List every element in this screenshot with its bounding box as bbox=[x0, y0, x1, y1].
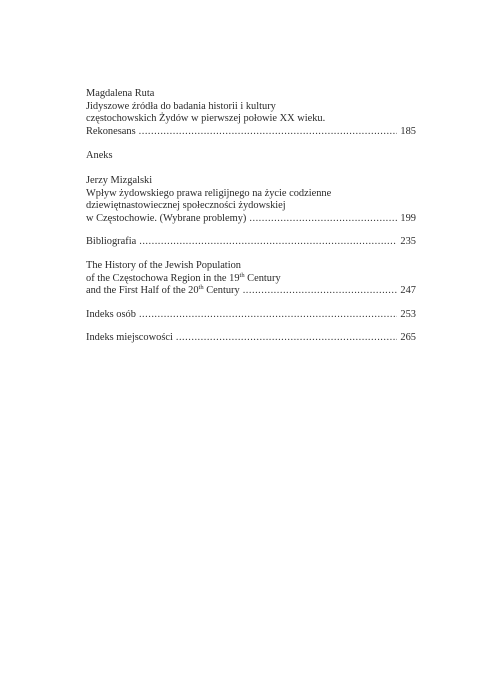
toc-entry-indeks-osob bbox=[86, 309, 416, 322]
entry-title-line bbox=[86, 285, 240, 298]
entry-title-line: w Częstochowie. (Wybrane problemy) bbox=[86, 212, 247, 224]
entry-title-line: Jidyszowe źródła do badania historii i kultury bbox=[86, 100, 276, 112]
entry-title-line: dziewiętnastowiecznej społeczności żydowskiej bbox=[86, 200, 286, 212]
entry-title-text: of the Częstochowa Region in the 19 bbox=[86, 272, 240, 284]
superscript-ordinal: th bbox=[239, 271, 245, 279]
entry-leader-line bbox=[86, 126, 416, 139]
dot-leader bbox=[249, 213, 397, 226]
entry-title-text: and the First Half of the 20 bbox=[86, 285, 199, 297]
toc-entry-bibliografia bbox=[86, 236, 416, 249]
dot-leader bbox=[139, 309, 397, 322]
table-of-contents bbox=[86, 88, 416, 345]
dot-leader bbox=[139, 126, 398, 139]
entry-title-text: Century bbox=[203, 285, 240, 297]
dot-leader bbox=[243, 285, 398, 298]
entry-title-line: Rekonesans bbox=[86, 125, 136, 137]
page-number: 199 bbox=[400, 212, 416, 224]
page-number: 235 bbox=[400, 236, 416, 248]
entry-title-line: częstochowskich Żydów w pierwszej połowie XX wieku. bbox=[86, 113, 326, 125]
entry-leader-line bbox=[86, 309, 416, 322]
toc-entry-mizgalski bbox=[86, 175, 416, 225]
dot-leader bbox=[176, 332, 398, 345]
page-number: 265 bbox=[400, 332, 416, 344]
entry-title-line: The History of the Jewish Population bbox=[86, 259, 241, 271]
entry-author: Magdalena Ruta bbox=[86, 88, 155, 99]
page-number: 247 bbox=[400, 285, 416, 297]
page-number: 253 bbox=[400, 308, 416, 320]
entry-author: Jerzy Mizgalski bbox=[86, 174, 153, 186]
entry-leader-line bbox=[86, 236, 416, 249]
entry-title-line: Wpływ żydowskiego prawa religijnego na życie codzienne bbox=[86, 187, 332, 199]
dot-leader bbox=[139, 236, 397, 249]
superscript-ordinal: th bbox=[198, 284, 204, 292]
section-heading: Aneks bbox=[86, 150, 113, 162]
entry-title: Bibliografia bbox=[86, 236, 137, 248]
entry-title-line bbox=[86, 273, 416, 286]
entry-leader-line bbox=[86, 332, 416, 345]
toc-entry-history bbox=[86, 260, 416, 298]
page-number: 185 bbox=[400, 125, 416, 137]
entry-title: Indeks miejscowości bbox=[86, 332, 173, 344]
toc-entry-ruta bbox=[86, 88, 416, 138]
entry-title-text: Century bbox=[244, 272, 281, 284]
toc-entry-indeks-miejscowosci bbox=[86, 332, 416, 345]
entry-leader-line bbox=[86, 285, 416, 298]
entry-title: Indeks osób bbox=[86, 308, 136, 320]
entry-leader-line bbox=[86, 213, 416, 226]
